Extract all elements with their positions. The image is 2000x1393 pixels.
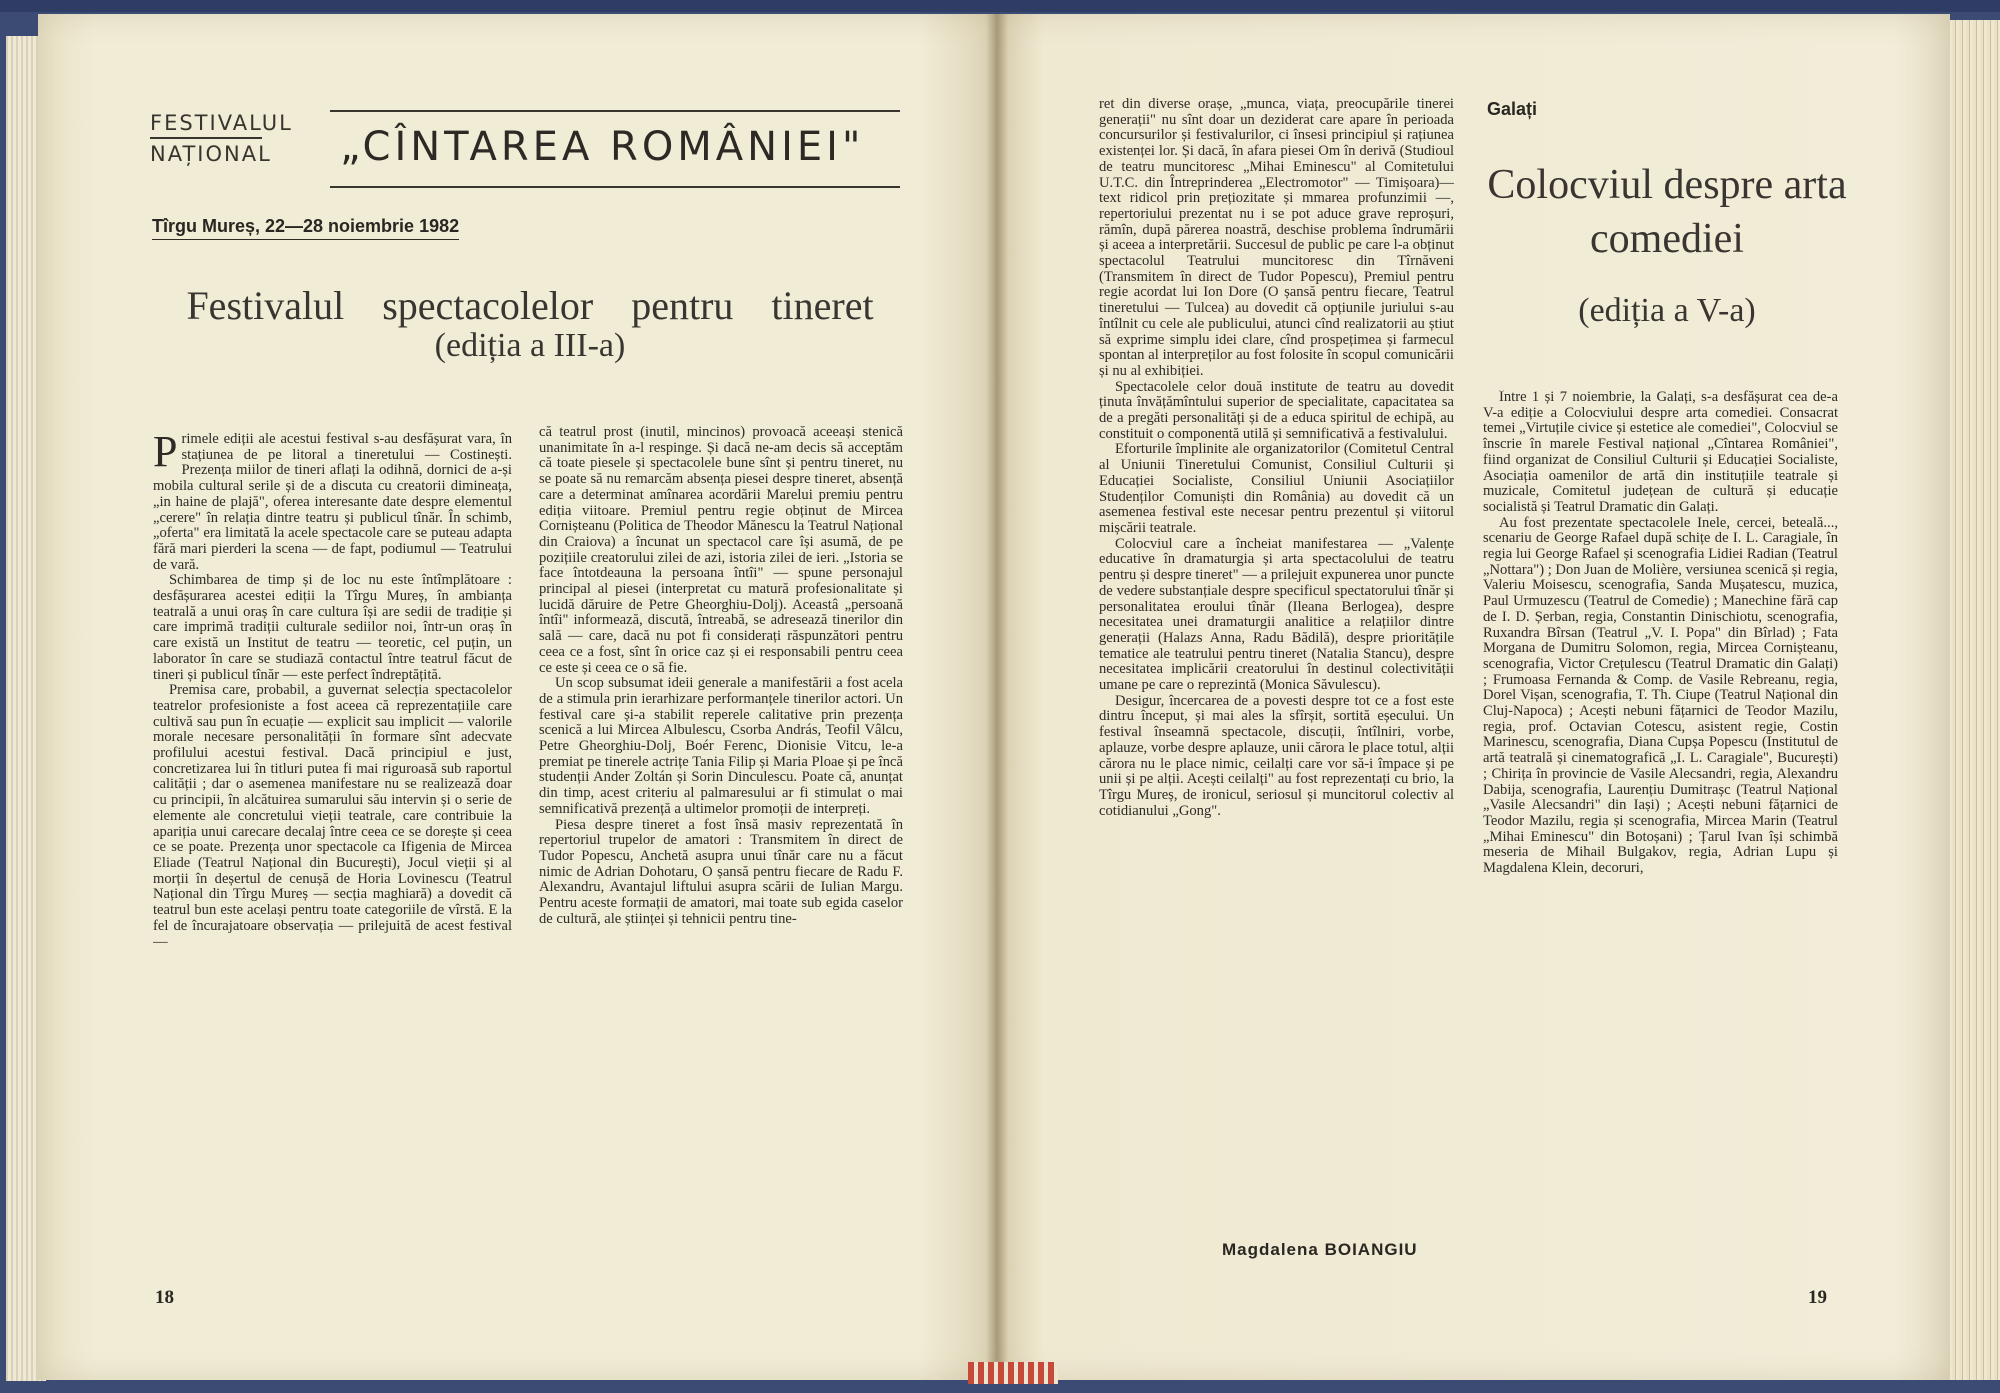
festival-masthead [150, 110, 900, 190]
page-number-left: 18 [155, 1287, 174, 1308]
section-label: Galați [1487, 99, 1538, 119]
paragraph: Premisa care, probabil, a guvernat selecția spectacolelor teatrelor profesioniste a fost aceea că reprezentațiile care cultivă sau pun în ecuație — explicit sau implicit — valorile morale necesare personalității în formare sînt adecvate profilului acestui festival. Dacă principiul e just, concretizarea lui în titluri putea fi mai riguroasă sub raportul calității ; dar o asemenea manifestare nu se realizează doar cu principii, în alcătuirea sumarului său intervin și o serie de elemente ale concretului vieții teatrale, care contribuie la apariția unui carecare decalaj între ceea ce se dorește și ceea ce se poate. Prezența unor spectacole ca Ifigenia de Mircea Eliade (Teatrul Național din București), Jocul vieții și al morții în deșertul de cenușă de Horia Lovinescu (Teatrul Național din Tîrgu Mureș — secția maghiară) a dovedit că teatrul bun este același pentru toate categoriile de vîrstă. E la fel de încurajatoare observația — prilejuită de acest festival — [153, 682, 512, 950]
paragraph: ret din diverse orașe, „munca, viața, preocupările tinerei generații" nu sînt doar un deziderat care apare în perioada concursurilor și festivalurilor, ci însesi principiul și rațiunea existenței lor. Și dacă, în afara piesei Om în derivă (Studioul de teatru muncitoresc „Mihai Eminescu" al Comitetului U.T.C. din Întreprinderea „Electromotor" — Timișoara)— text ridicol prin prețiozitate și mmarea profunzimii —, repertoriului prezentat nu i se pot aduce grave reproșuri, rămîn, după părerea noastră, deschise problema îndrumării și aceea a interpretării. Succesul de public pe care l-a obținut spectacolul Teatrului muncitoresc din Tîrnăveni (Transmitem în direct de Tudor Popescu), Premiul pentru regie acordat lui Ion Dore (O șansă pentru fiecare, Teatrul tineretului — Tulcea) au dovedit că opțiunile juriului s-au întîlnit cu cele ale publicului, atunci cînd realizatorii au știut să exprime simplu idei clare, cînd prospețimea și farmecul spontan al interpreților au fost folosite în scopul comunicării și nu al exhibiției. [1099, 97, 1454, 379]
right-article-subtitle: (ediția a V-a) [1578, 292, 1756, 329]
paragraph: Eforturile împlinite ale organizatorilor (Comitetul Central al Uniunii Tineretului Comunist, Consiliul Culturii și Educației Socialiste, Consiliul Uniunii Asociațiilor Studenților Comuniști din România) au dovedit că un asemenea festival este necesar pentru prezentul și viitorul mișcării teatrale. [1099, 441, 1454, 536]
paragraph: Au fost prezentate spectacolele Inele, cercei, beteală..., scenariu de George Rafael după schițe de I. L. Caragiale, în regia lui George Rafael și scenografia Lidiei Radian (Teatrul „Nottara") ; Don Juan de Molière, versiunea scenică și regia, Valeriu Moisescu, scenografia, Sanda Mușatescu, muzica, Paul Urmuzescu (Teatrul de Comedie) ; Manechine fără cap de I. D. Șerban, regia, Constantin Dinischiotu, scenografia, Ruxandra Bîrsan (Teatrul „V. I. Popa" din Bîrlad) ; Fata Morgana de Dumitru Solomon, regia, Mircea Cornișteanu, scenografia, Victor Crețulescu (Teatrul Dramatic din Galați) ; Frumoasa Fernanda & Comp. de Vasile Rebreanu, regia, Dorel Vișan, scenografia, T. Th. Ciupe (Teatrul Național din Cluj-Napoca) ; Acești nebuni fățarnici de Teodor Mazilu, regia, prof. Octavian Cotescu, asistent regie, Costin Marinescu, scenografia, Diana Cupșa Popescu (Institutul de artă teatrală și cinematografică „I. L. Caragiale", București) ; Chirița în provincie de Vasile Alecsandri, regia, Alexandru Dabija, scenografia, Laurențiu Dumitrașc (Teatrul Național „Vasile Alecsandri" din Iași) ; Acești nebuni fățarnici de Teodor Mazilu, regia și scenografia, Mircea Marin (Teatrul „Mihai Eminescu" din Botoșani) ; Țarul Ivan își schimbă meseria de Mihail Bulgakov, regia, Adrian Lupu și Magdalena Klein, decoruri, [1483, 514, 1838, 877]
masthead-title: „CÎNTAREA ROMÂNIEI" [340, 124, 865, 170]
festival-label-line1: FESTIVALUL [150, 111, 293, 135]
paragraph: Un scop subsumat ideii generale a manifestării a fost acela de a stimula prin ierarhizare performanțele tinerilor actori. Un festival care și-a stabilit reperele calitative prin prezența scenică a lui Mircea Albulescu, Csorba András, Teofil Vâlcu, Petre Gheorghiu-Dolj, Boér Ferenc, Dionisie Vitcu, le-a premiat pe tinerele actrițe Tania Filip și Maria Ploae și pe încă studenții Ander Zoltán și Sorin Dinculescu. Poate că, anunțat din timp, acest criteriu al palmaresului ar fi stimulat o mai semnificativă prezență a ultimelor promoții de interpreți. [539, 675, 903, 817]
left-column-2 [539, 425, 903, 1275]
paragraph: că teatrul prost (inutil, mincinos) provoacă aceeași stenică unanimitate în a-l respinge. Și dacă ne-am decis să acceptăm că toate piesele și spectacolele bune sînt și pentru tineret, nu se poate să nu remarcăm absența piesei despre tineret, absență care a determinat amînarea acordării Marelui premiu pentru ediția viitoare. Premiul pentru regie obținut de Mircea Cornișteanu (Politica de Theodor Mănescu la Teatrul Național din Craiova) a încunat un spectacol care își asumă, de pe pozițiile creatorului zilei de azi, istoria zilei de ieri. „Istoria se face întotdeauna la persoana întîi" — spune personajul principal al piesei (interpretat cu matură profesionalitate și lucidă dăruire de Petre Gheorghiu-Dolj). Aceastâ „persoană întîi" informează, discută, întreabă, se adresează tinerilor din sală — care, dacă nu pot fi considerați răspunzători pentru ceea ce a fost, sînt în orice caz și ei responsabili pentru ceea ce este și ceea ce o să fie. [539, 425, 903, 676]
article-author: Magdalena BOIANGIU [1222, 1240, 1418, 1259]
paragraph: rimele ediții ale acestui festival s-au desfășurat vara, în stațiunea de pe litoral a tineretului — Costinești. Prezența miilor de tineri aflați la odihnă, dornici de a-și mobila cultural serile și de a discuta cu creatorii dimineața, „in haine de plajă", oferea interesante date despre elementul „cerere" în relația dintre teatru și publicul tînăr. În schimb, „oferta" era limitată la acele spectacole care se puteau adapta fără mari pierderi la scena — de fapt, podiumul — Teatrului de vară. [153, 432, 512, 573]
right-column-2 [1483, 390, 1838, 1250]
paragraph: Spectacolele celor două institute de teatru au dovedit ținuta învățămîntului superior de specialitate, capacitatea sa de a pregăti personalități și de a educa spiritul de echipă, au constituit o componentă utilă și semnificativă a festivalului. [1099, 378, 1454, 442]
drop-cap: P [153, 432, 178, 476]
paragraph: Schimbarea de timp și de loc nu este întîmplătoare : desfășurarea acestei ediții la Tîrgu Mureș, în ambianța teatrală a unui oraș în care cultura își are sedii de tradiție și care imprimă tradiții culturale sediilor noi, într-un oraș în care există un Institut de teatru — teoretic, cel puțin, un laborator în care se studiază contactul între teatrul făcut de tineri și publicul tînăr — este perfect îndreptățită. [153, 572, 512, 683]
left-article-title: Festivalul spectacolelor pentru tineret [186, 283, 874, 328]
background-edge [0, 0, 2000, 12]
paragraph: Între 1 și 7 noiembrie, la Galați, s-a desfășurat cea de-a V-a ediție a Colocviului despre arta comediei. Consacrat temei „Virtuțile civice și estetice ale comediei", Colocviul se înscrie în marele Festival național „Cîntarea României", fiind organizat de Consiliul Culturii și Educației Socialiste, Asociația oamenilor de artă din instituțiile teatrale și muzicale, Comitetul județean de cultură și educație socialistă și Teatrul Dramatic din Galați. [1483, 390, 1838, 515]
masthead-rule [150, 137, 262, 139]
dateline: Tîrgu Mureș, 22—28 noiembrie 1982 [152, 216, 459, 240]
bookmark-ribbon [968, 1362, 1058, 1384]
right-page-edges [1945, 20, 2000, 1380]
book-gutter [986, 14, 1008, 1380]
masthead-title-frame [330, 110, 900, 188]
left-article-subtitle: (ediția a III-a) [434, 327, 626, 364]
left-column-1 [153, 432, 512, 1272]
right-article-title: Colocviul despre arta comediei [1487, 162, 1847, 262]
festival-label [150, 110, 293, 167]
paragraph: Piesa despre tineret a fost însă masiv reprezentată în repertoriul trupelor de amatori : Transmitem în direct de Tudor Popescu, Anchetă asupra unui tînăr care nu a făcut nimic de Adrian Dohotaru, O șansă pentru fiecare de Radu F. Alexandru, Avantajul liftului asupra scării de Iulian Margu. Pentru aceste formații de amatori, mai toate sub egida caselor de cultură, ale științei și tehnicii pentru tine- [539, 816, 903, 927]
paragraph: Colocviul care a încheiat manifestarea — „Valențe educative în dramaturgia și arta spectacolului de teatru pentru și despre tineret" — a prilejuit expunerea unor puncte de vedere substanțiale despre specificul spectatorului tînăr și personalitatea eroului tînăr (Ileana Berlogea), despre necesitatea unei dramaturgii analitice a relațiilor dintre generații (Halazs Anna, Radu Bădilă), despre prioritățile tematice ale teatrului pentru tineret (Natalia Stancu), despre necesitatea implicării creatorului în destinul colectivității umane pe care o reprezintă (Monica Săvulescu). [1099, 535, 1454, 694]
paragraph: Desigur, încercarea de a povesti despre tot ce a fost este dintru început, și mai ales la sfîrșit, sortită eșecului. Un festival înseamnă spectacole, discuții, întîlniri, vorbe, aplauze, vorbe despre aplauze, unii cărora le place totul, alții cărora nu le place nimic, ceilalți care vor să-i împace și pe unii și pe alții. Acești ceilalți" au fost reprezentați cu brio, la Tîrgu Mureș, de ironicul, seriosul și muncitorul colectiv al cotidianului „Gong". [1099, 692, 1454, 819]
festival-label-line2: NAȚIONAL [150, 142, 272, 166]
right-column-1 [1099, 97, 1454, 1257]
page-number-right: 19 [1808, 1287, 1827, 1308]
